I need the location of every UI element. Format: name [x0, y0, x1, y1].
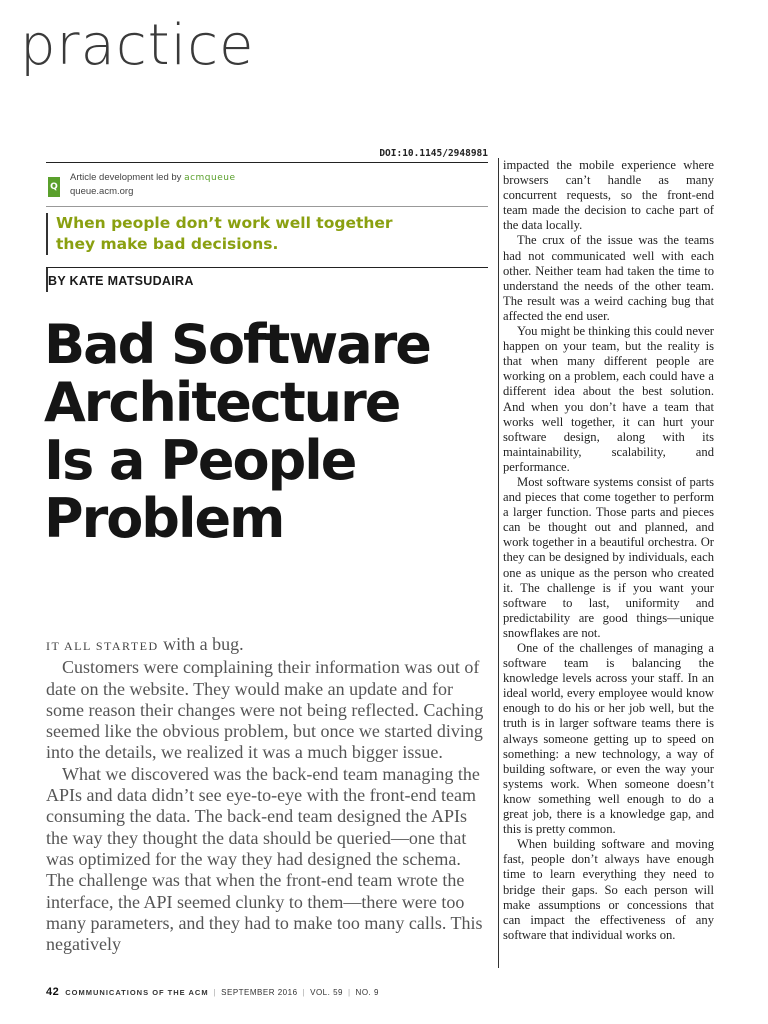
doi: DOI:10.1145/2948981 [379, 148, 488, 159]
paragraph: One of the challenges of managing a software team is balancing the knowledge levels across your staff. In an ideal world, every employee would know enough to do his or her job well, but the truth is in larger software teams there is always someone getting up to speed on something: a new technology, a way of building software, or even the way your systems work. When someone doesn’t know something well enough to do a great job, there is a knowledge gap, and this is pretty common. [503, 641, 714, 837]
queue-url: queue.acm.org [70, 186, 134, 197]
led-by-label: Article development led by [70, 172, 182, 183]
paragraph: You might be thinking this could never happen on your team, but the reality is that when many different people are working on a problem, each could have a different idea about the best solution. And when you don’t have a team that works well together, it can hurt your software design, along with its maintainability, scalability, and performance. [503, 324, 714, 474]
volume: VOL. 59 [310, 988, 343, 997]
tagline [46, 213, 442, 255]
article-header [46, 148, 488, 548]
paragraph: When building software and moving fast, people don’t always have enough time to learn everything they need to bridge their gaps. So each person will make assumptions or concessions that can impact the effectiveness of any software that individual works on. [503, 837, 714, 942]
title-line: Bad Software [44, 313, 430, 376]
paragraph: Most software systems consist of parts and pieces that come together to perform a larger function. Those parts and pieces can be thought out and planned, and work together in a beautiful orchestra. Or they can be designed by individuals, each one as unique as the person who created it. The challenge is if you want your software to last, uniformity and predictability are good things—unique snowflakes are not. [503, 474, 714, 640]
separator: | [347, 988, 351, 997]
paragraph: Customers were complaining their information was out of date on the website. They would make an update and for some reason their changes were not being reflected. Caching seemed like the obvious problem, but once we started diving into the details, we realized it was a much bigger issue. [46, 657, 484, 763]
divider [46, 206, 488, 207]
divider [46, 162, 488, 163]
tagline-line: they make bad decisions. [56, 235, 279, 253]
title-line: Is a People [44, 429, 356, 492]
lead-rest: with a bug. [158, 634, 244, 654]
acmqueue-brand: acmqueue [184, 173, 236, 183]
publication-name: COMMUNICATIONS OF THE ACM [65, 988, 209, 997]
lead-paragraph [46, 634, 488, 657]
title-line: Problem [44, 487, 284, 550]
separator: | [302, 988, 306, 997]
body-column-right [498, 158, 714, 968]
article-title [44, 313, 488, 550]
byline: BY KATE MATSUDAIRA [46, 268, 488, 292]
tagline-line: When people don’t work well together [56, 214, 393, 232]
queue-logo-icon: Q [48, 177, 60, 197]
issue-date: SEPTEMBER 2016 [221, 988, 298, 997]
separator: | [213, 988, 217, 997]
section-header: practice [20, 13, 255, 78]
paragraph: impacted the mobile experience where browsers can’t handle as many concurrent requests, so the front-end team made the decision to cache part of the data locally. [503, 158, 714, 233]
article-development-box [46, 171, 488, 198]
body-column-left [46, 634, 488, 955]
page-footer [46, 986, 379, 998]
page-number: 42 [46, 986, 60, 998]
article-development-text [70, 171, 236, 198]
title-line: Architecture [44, 371, 400, 434]
paragraph: The crux of the issue was the teams had not communicated well with each other. Neither team had taken the time to understand the needs of the other team. The result was a weird caching bug that affected the end user. [503, 233, 714, 323]
lead-smallcaps: IT ALL STARTED [46, 639, 159, 653]
paragraph: What we discovered was the back-end team managing the APIs and data didn’t see eye-to-eye with the front-end team consuming the data. The back-end team designed the APIs the way they thought the data should be queried—one that was optimized for the way they had designed the schema. The challenge was that when the front-end team wrote the interface, the API seemed clunky to them—there were too many parameters, and they had to make too many calls. This negatively [46, 763, 483, 955]
issue-number: NO. 9 [355, 988, 379, 997]
